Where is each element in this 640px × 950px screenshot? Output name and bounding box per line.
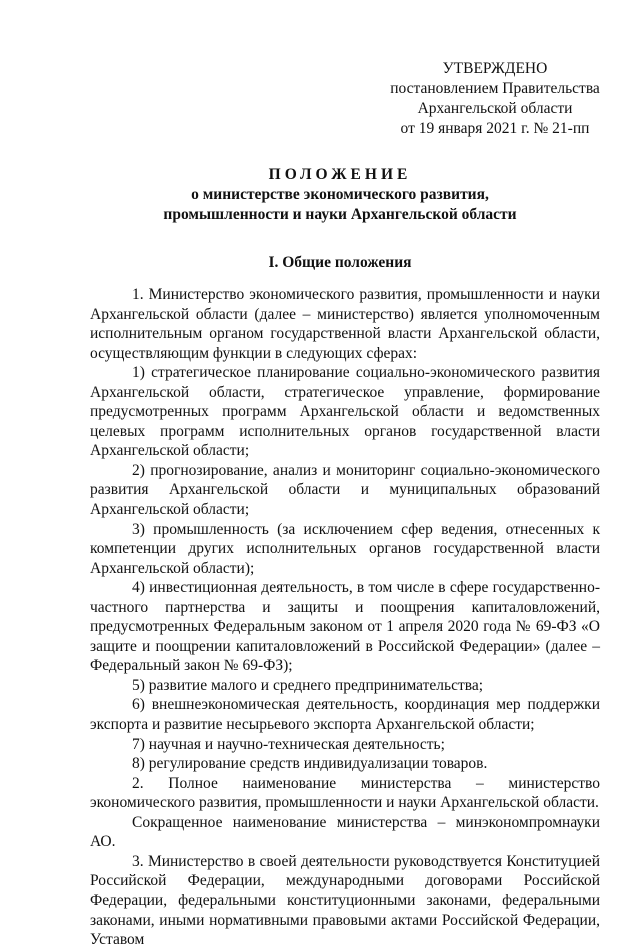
approval-line-date: от 19 января 2021 г. № 21-пп [400,120,590,137]
paragraph: 4) инвестиционная деятельность, в том числе в сфере государственно-частного партнерства и защиты и поощрения капиталовложений, предусмотренных Федеральным законом от 1 апреля 2020 года № 69-ФЗ «О защите и поощрении капиталовложений в Российской Федерации» (далее – Федеральный закон № 69-ФЗ); [90,579,600,675]
paragraph: Сокращенное наименование министерства – минэкономпромнауки АО. [90,813,600,851]
title-main: ПОЛОЖЕНИЕ [268,166,412,183]
paragraph: 6) внешнеэкономическая деятельность, координация мер поддержки экспорта и развитие несырьевого экспорта Архангельской области; [90,696,600,734]
title-subtitle-2: промышленности и науки Архангельской области [163,206,517,223]
approval-line-approved: УТВЕРЖДЕНО [442,60,548,77]
paragraph: 1) стратегическое планирование социально-экономического развития Архангельской области, стратегическое управление, формирование предусмотренных программ Архангельской области и ведомственных целевых программ исполнительных органов государственной власти Архангельской области; [90,364,600,460]
paragraph: 3) промышленность (за исключением сфер ведения, отнесенных к компетенции других исполнительных органов государственной власти Архангельской области); [90,520,600,577]
paragraph: 3. Министерство в своей деятельности руководствуется Конституцией Российской Федерации, международными договорами Российской Федерации, федеральными конституционными законами, федеральными законами, иными нормативными правовыми актами Российской Федерации, Уставом [90,852,600,949]
paragraph: 7) научная и научно-техническая деятельность; [132,735,445,753]
approval-line-region: Архангельской области [417,100,573,117]
approval-line-resolution: постановлением Правительства [390,80,600,97]
section-heading: I. Общие положения [268,254,412,271]
title-subtitle-1: о министерстве экономического развития, [191,186,489,203]
document-body [90,285,600,950]
paragraph: 1. Министерство экономического развития, промышленности и науки Архангельской области (далее – министерство) является уполномоченным исполнительным органом государственной власти Архангельской области, осуществляющим функции в следующих сферах: [90,286,600,362]
paragraph: 8) регулирование средств индивидуализации товаров. [132,755,488,773]
paragraph: 2) прогнозирование, анализ и мониторинг социально-экономического развития Архангельской области и муниципальных образований Архангельской области; [90,461,600,519]
document-title [60,165,620,225]
approval-stamp [372,59,618,139]
paragraph: 5) развитие малого и среднего предпринимательства; [132,676,484,694]
paragraph: 2. Полное наименование министерства – министерство экономического развития, промышленности и науки Архангельской области. [90,774,600,812]
